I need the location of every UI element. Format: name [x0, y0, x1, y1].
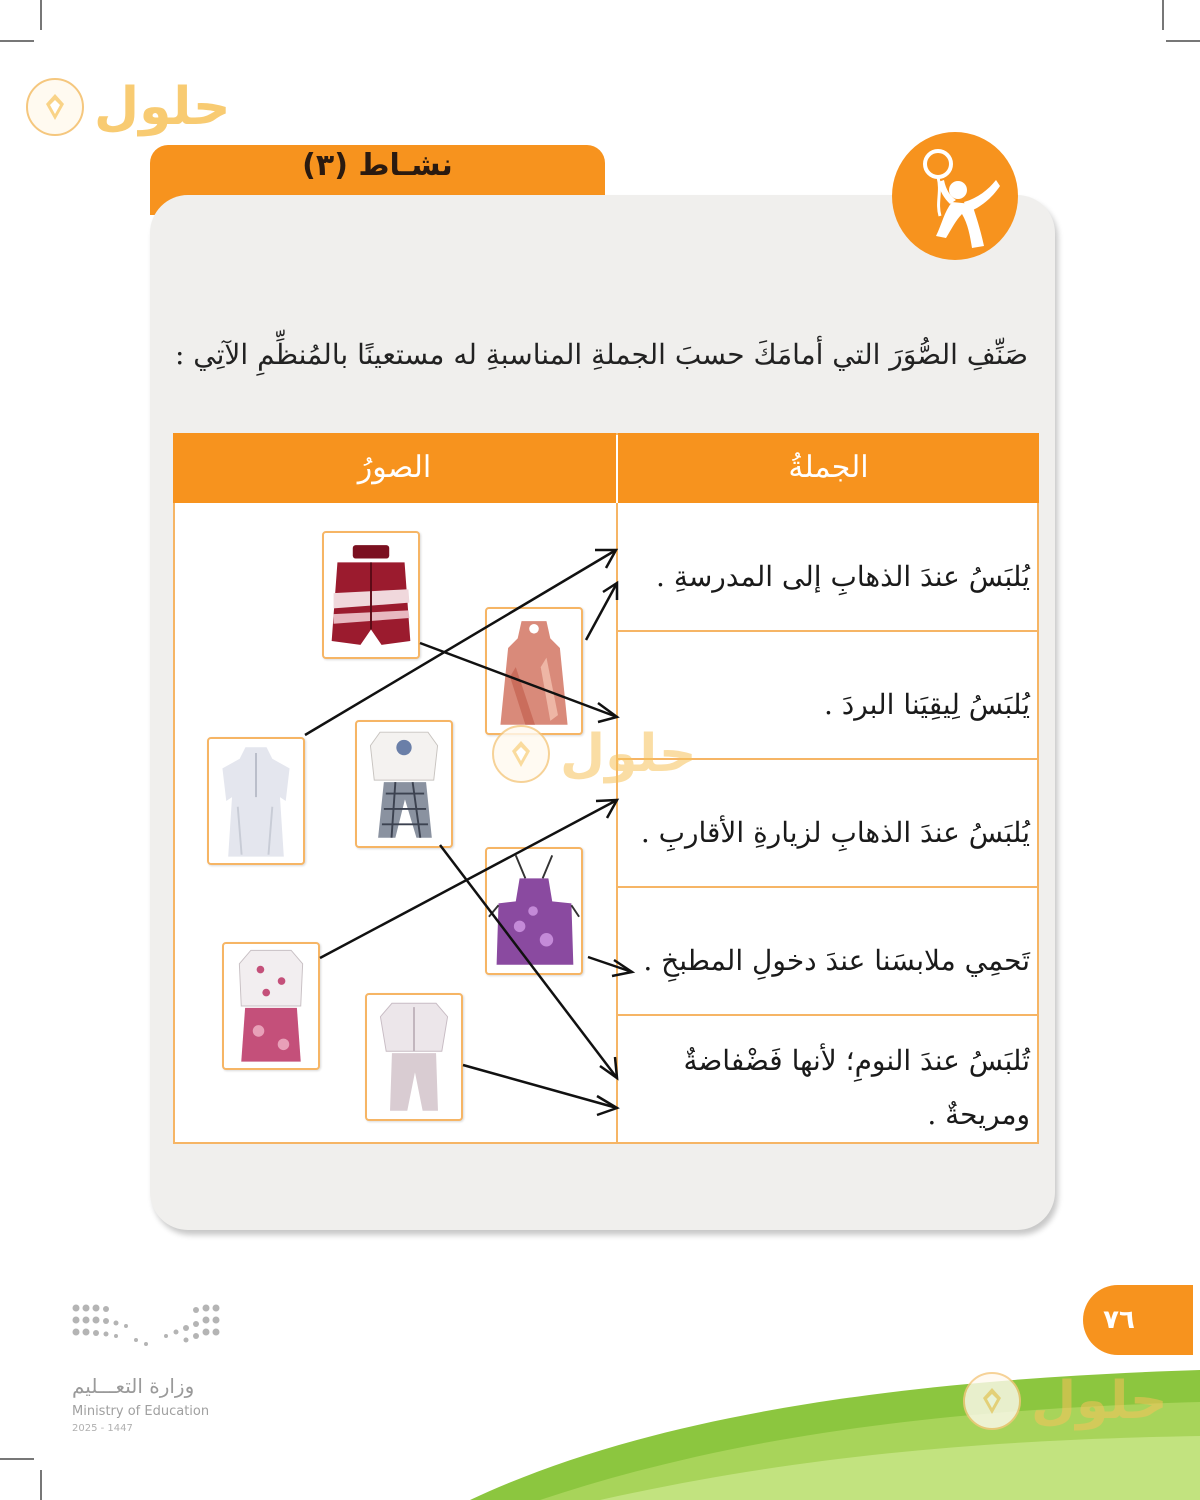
watermark-text: حلول [560, 724, 697, 784]
watermark-text: حلول [1031, 1371, 1168, 1431]
page-number: ٧٦ [1103, 1305, 1135, 1335]
activity-title: نشـاط (٣) [302, 148, 453, 183]
sentence-kitchen: تَحمِي ملابسَنا عندَ دخولِ المطبخِ . [643, 944, 1030, 977]
instruction-text: صَنِّفِ الصُّوَرَ التي أمامَكَ حسبَ الجملةِ المناسبةِ له مستعينًا بالمُنظِّمِ الآتِي : [174, 338, 1028, 371]
sentence-sleep: تُلبَسُ عندَ النومِ؛ لأنها فَضْفاضةٌ ومريحةٌ . [683, 1044, 1030, 1131]
watermark-text: حلول [94, 77, 231, 137]
ministry-name-arabic: وزارة التعـــليم [72, 1374, 195, 1398]
ministry-name-english: Ministry of Education [72, 1404, 210, 1419]
sentence-relatives: يُلبَسُ عندَ الذهابِ لزيارةِ الأقاربِ . [640, 816, 1030, 849]
header-images: الصورُ [357, 450, 432, 485]
ministry-year: 2025 - 1447 [72, 1423, 133, 1434]
watermark-bottom [963, 1372, 1167, 1430]
header-sentence: الجملةُ [788, 450, 869, 485]
watermark-book-icon [963, 1372, 1021, 1430]
sentence-school: يُلبَسُ عندَ الذهابِ إلى المدرسةِ . [656, 560, 1030, 593]
ministry-logo-dots [70, 1300, 230, 1360]
sentence-cold: يُلبَسُ لِيقِيَنا البردَ . [823, 688, 1030, 721]
